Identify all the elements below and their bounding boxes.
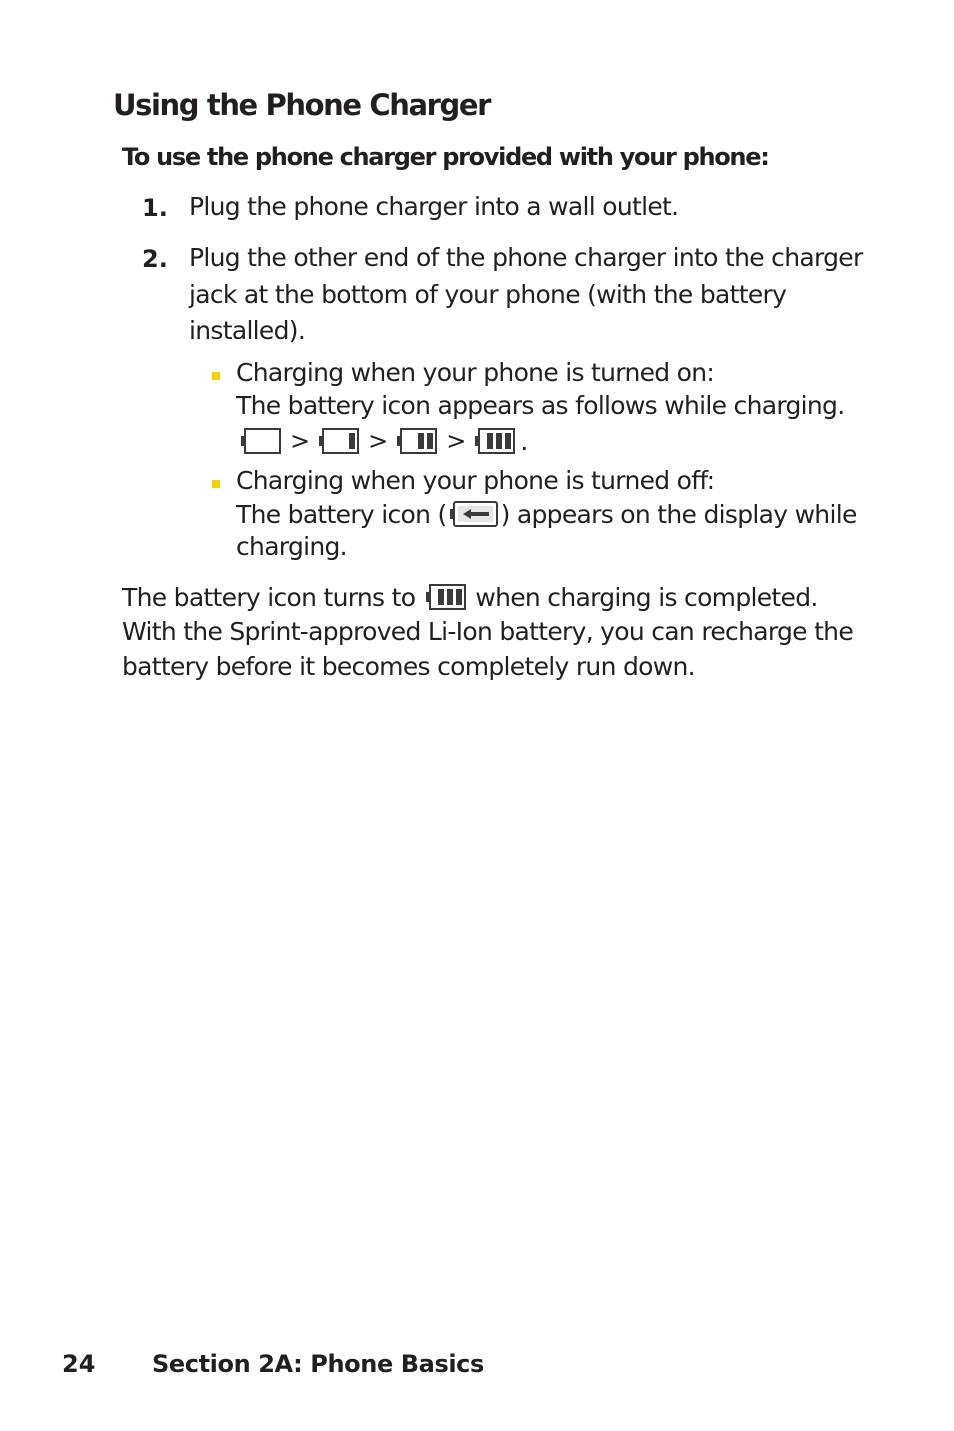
- step-2-number: 2.: [142, 245, 168, 273]
- battery-two-bars-icon: [396, 426, 438, 456]
- bullet-2-line-2: [236, 499, 857, 529]
- bullet-2-title: Charging when your phone is turned off:: [236, 466, 715, 495]
- bullet-2-line-2-after: ) appears on the display while: [500, 499, 857, 529]
- step-2-line-3: installed).: [189, 316, 306, 345]
- page-number: 24: [62, 1350, 96, 1378]
- step-2-line-1: Plug the other end of the phone charger into the charger: [189, 243, 863, 272]
- battery-one-bar-icon: [318, 426, 360, 456]
- section-intro: To use the phone charger provided with your phone:: [122, 143, 769, 171]
- bullet-marker: [212, 372, 220, 380]
- bullet-marker: [212, 480, 220, 488]
- battery-empty-icon: [240, 426, 282, 456]
- sequence-separator: >: [446, 427, 467, 455]
- battery-full-icon: [425, 582, 467, 612]
- closing-line-1-after: when charging is completed.: [475, 582, 818, 612]
- section-heading: Using the Phone Charger: [113, 88, 491, 122]
- sequence-separator: >: [290, 427, 311, 455]
- battery-charging-plug-icon: [449, 499, 499, 529]
- closing-line-2: With the Sprint-approved Li-Ion battery, you can recharge the: [122, 617, 854, 646]
- step-1-number: 1.: [142, 194, 168, 222]
- battery-full-icon: [474, 426, 516, 456]
- battery-sequence: [240, 426, 528, 456]
- bullet-1-line-2: The battery icon appears as follows while charging.: [236, 391, 845, 420]
- closing-line-1-before: The battery icon turns to: [122, 582, 416, 612]
- closing-line-1: [122, 582, 818, 612]
- closing-line-3: battery before it becomes completely run down.: [122, 652, 695, 681]
- bullet-1-title: Charging when your phone is turned on:: [236, 358, 715, 387]
- sequence-end: .: [520, 426, 528, 456]
- step-1-text: Plug the phone charger into a wall outlet.: [189, 192, 679, 221]
- sequence-separator: >: [368, 427, 389, 455]
- footer-section-title: Section 2A: Phone Basics: [152, 1350, 484, 1378]
- bullet-2-line-3: charging.: [236, 532, 347, 561]
- step-2-line-2: jack at the bottom of your phone (with the battery: [189, 280, 787, 309]
- bullet-2-line-2-before: The battery icon (: [236, 499, 447, 529]
